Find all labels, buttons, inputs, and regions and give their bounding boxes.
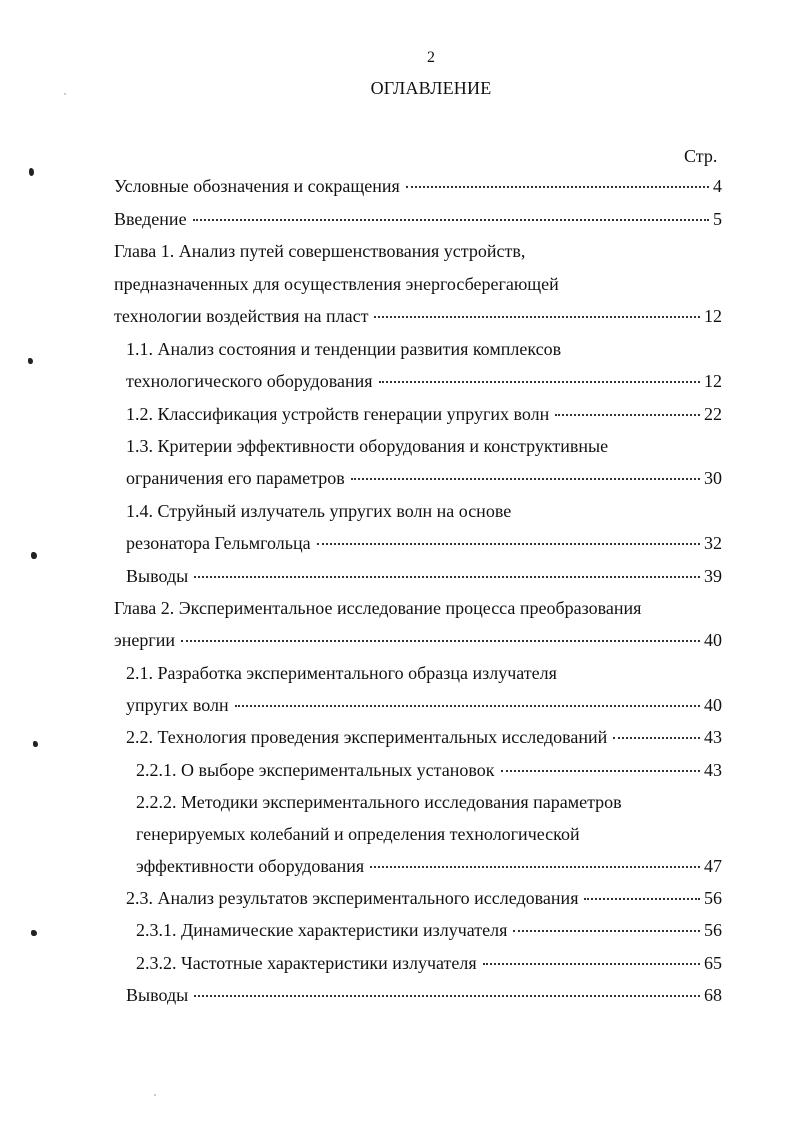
toc-page-number: 65 [704,953,722,973]
toc-entry-text: Глава 2. Экспериментальное исследование процесса преобразования [114,598,642,618]
toc-entry [114,174,722,198]
toc-entry-text: Выводы [126,985,189,1005]
toc-entry [114,207,722,231]
scan-speck [64,93,66,95]
toc-entry [114,272,559,296]
toc-entry-text: резонатора Гельмгольца [126,533,311,553]
toc-entry-text: 2.3.1. Динамические характеристики излучателя [136,920,508,940]
toc-entry [126,531,722,555]
scan-mark [31,552,37,559]
dot-leader [406,186,709,188]
toc-entry [136,951,722,975]
scan-speck [154,1094,156,1096]
toc-entry-text: энергии [114,630,175,650]
toc-page-number: 22 [704,404,722,424]
toc-entry [136,918,722,942]
toc-page-number: 32 [704,533,722,553]
dot-leader [181,640,700,642]
dot-leader [501,770,701,772]
toc-page-number: 40 [704,695,722,715]
toc-entry [136,822,580,846]
toc-entry [126,693,722,717]
toc-entry [114,596,641,620]
toc-page-number: 5 [713,209,722,229]
toc-entry [126,661,557,685]
scan-mark [29,168,34,176]
toc-entry [126,564,722,588]
toc-entry-text: 1.3. Критерии эффективности оборудования и конструктивные [126,436,609,456]
toc-entry [126,725,722,749]
toc-entry-text: 1.2. Классификация устройств генерации упругих волн [126,404,550,424]
toc-entry-text: эффективности оборудования [136,856,365,876]
toc-entry-text: Глава 1. Анализ путей совершенствования устройств, [114,241,526,261]
dot-leader [555,414,700,416]
toc-page-number: 43 [704,760,722,780]
toc-entry [126,337,561,361]
dot-leader [483,963,700,965]
dot-leader [194,576,700,578]
toc-entry-text: технологического оборудования [126,371,373,391]
toc-entry-text: 2.1. Разработка экспериментального образца излучателя [126,663,557,683]
toc-entry-text: упругих волн [126,695,229,715]
dot-leader [374,316,700,318]
page-column-label: Стр. [684,146,718,166]
toc-entry-text: Введение [114,209,187,229]
toc-entry [126,886,722,910]
page-title: ОГЛАВЛЕНИЕ [370,78,492,98]
toc-entry-text: 2.2.1. О выборе экспериментальных установок [136,760,495,780]
toc-page-number: 43 [704,727,722,747]
dot-leader [370,866,700,868]
dot-leader [235,705,700,707]
toc-page-number: 56 [704,920,722,940]
toc-entry-text: ограничения его параметров [126,468,345,488]
toc-entry-text: Условные обозначения и сокращения [114,176,400,196]
toc-page-number: 39 [704,566,722,586]
dot-leader [379,381,701,383]
toc-page-number: 40 [704,630,722,650]
toc-entry-text: 2.3. Анализ результатов экспериментального исследования [126,888,579,908]
toc-entry [126,983,722,1007]
toc-page-number: 68 [704,985,722,1005]
toc-page-number: 56 [704,888,722,908]
dot-leader [317,543,700,545]
toc-page-number: 12 [704,306,722,326]
toc-entry [114,628,722,652]
dot-leader [193,219,709,221]
scan-mark [33,741,38,747]
toc-entry [126,466,722,490]
toc-entry [126,402,722,426]
toc-page-number: 30 [704,468,722,488]
toc-entry [114,239,525,263]
dot-leader [513,930,700,932]
toc-entry [126,499,511,523]
toc-entry [126,434,608,458]
toc-page-number: 47 [704,856,722,876]
toc-page-number: 4 [713,176,722,196]
toc-entry-text: 2.2. Технология проведения экспериментальных исследований [126,727,608,747]
toc-entry-text: генерируемых колебаний и определения технологической [136,824,580,844]
toc-entry-text: 1.4. Струйный излучатель упругих волн на основе [126,501,512,521]
toc-entry [114,304,722,328]
toc-entry-text: 2.2.2. Методики экспериментального исследования параметров [136,792,622,812]
scan-mark [28,358,33,364]
dot-leader [194,995,700,997]
toc-page-number: 12 [704,371,722,391]
dot-leader [351,478,700,480]
toc-entry-text: Выводы [126,566,189,586]
page-number: 2 [427,49,435,66]
dot-leader [584,898,700,900]
toc-entry [136,854,722,878]
toc-entry-text: технологии воздействия на пласт [114,306,369,326]
toc-entry [136,758,722,782]
toc-entry-text: предназначенных для осуществления энергосберегающей [114,274,559,294]
toc-entry [126,369,722,393]
toc-entry-text: 1.1. Анализ состояния и тенденции развития комплексов [126,339,562,359]
toc-entry-text: 2.3.2. Частотные характеристики излучателя [136,953,477,973]
scan-mark [31,930,37,936]
dot-leader [613,737,700,739]
toc-entry [136,790,622,814]
